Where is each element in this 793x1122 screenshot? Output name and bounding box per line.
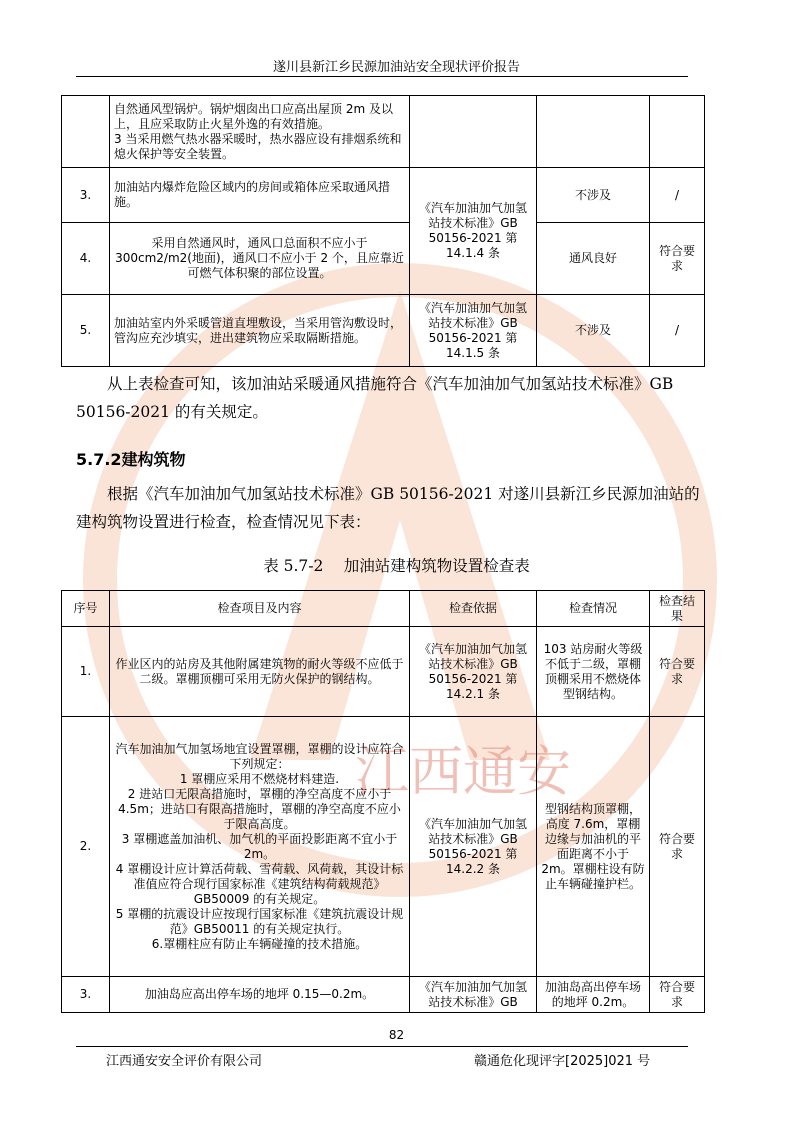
row-content: 加油岛应高出停车场的地坪 0.15—0.2m。 xyxy=(110,977,410,1013)
header-basis: 检查依据 xyxy=(410,591,537,627)
section-heading: 5.7.2建构筑物 xyxy=(76,450,186,469)
table-row xyxy=(62,96,705,168)
row-no: 3. xyxy=(62,977,110,1013)
row-content: 汽车加油加气加氢场地宜设置罩棚，罩棚的设计应符合下列规定： 1 罩棚应采用不燃烧材料建造. 2 进站口无限高措施时，罩棚的净空高度不应小于 4.5m；进站口有限高措施时，罩棚的净空高度不应小于限高高度。 3 罩棚遮盖加油机、加气机的平面投影距离不宜小于 2m。 4 罩棚设计应计算活荷载、雪荷载、风荷载，其设计标准值应符合现行国家标准《建筑结构荷载规范》GB50009 的有关规定。 5 罩棚的抗震设计应按现行国家标准《建筑抗震设计规范》GB50011 的有关规定执行。 6.罩棚柱应有防止车辆碰撞的技术措施。 xyxy=(110,717,410,977)
table-row xyxy=(62,295,705,367)
row-result: 符合要求 xyxy=(650,223,705,295)
footer-doc-no: 赣通危化现评字[2025]021 号 xyxy=(474,1054,651,1069)
row-no: 4. xyxy=(62,223,110,295)
row-result: 符合要求 xyxy=(650,977,705,1013)
row-no: 1. xyxy=(62,627,110,717)
header-status: 检查情况 xyxy=(537,591,650,627)
watermark-center-text: 江西通安 xyxy=(355,740,571,803)
row-no: 2. xyxy=(62,717,110,977)
row-content: 加油站室内外采暖管道直埋敷设，当采用管沟敷设时，管沟应充沙填实，进出建筑物应采取隔断措施。 xyxy=(110,295,410,367)
row-basis: 《汽车加油加气加氢站技术标准》GB 50156-2021 第 14.1.5 条 xyxy=(410,295,537,367)
header-title: 遂川县新江乡民源加油站安全现状评价报告 xyxy=(272,60,520,75)
table-row xyxy=(62,717,705,977)
row-content: 加油站内爆炸危险区域内的房间或箱体应采取通风措施。 xyxy=(110,168,410,223)
row-status xyxy=(537,96,650,168)
row-basis: 《汽车加油加气加氢站技术标准》GB 50156-2021 第 14.1.4 条 xyxy=(410,168,537,295)
row-no: 3. xyxy=(62,168,110,223)
ventilation-table xyxy=(61,95,705,367)
row-result: 符合要求 xyxy=(650,627,705,717)
table-caption: 表 5.7-2 加油站建构筑物设置检查表 xyxy=(263,557,530,575)
row-status: 加油岛高出停车场的地坪 0.2m。 xyxy=(537,977,650,1013)
row-basis xyxy=(410,96,537,168)
row-status: 不涉及 xyxy=(537,168,650,223)
table-row xyxy=(62,223,705,295)
conclusion-paragraph: 从上表检查可知，该加油站采暖通风措施符合《汽车加油加气加氢站技术标准》GB 50156-2021 的有关规定。 xyxy=(76,375,674,421)
building-table xyxy=(61,590,705,1013)
row-basis: 《汽车加油加气加氢站技术标准》GB xyxy=(410,977,537,1013)
header-no: 序号 xyxy=(62,591,110,627)
table-row xyxy=(62,168,705,223)
header-content: 检查项目及内容 xyxy=(110,591,410,627)
header-divider xyxy=(76,76,688,77)
row-status: 型钢结构顶罩棚，高度 7.6m，罩棚边缘与加油机的平面距离不小于 2m。罩棚柱设有防止车辆碰撞护栏。 xyxy=(537,717,650,977)
row-content: 作业区内的站房及其他附属建筑物的耐火等级不应低于二级。罩棚顶棚可采用无防火保护的钢结构。 xyxy=(110,627,410,717)
row-status: 通风良好 xyxy=(537,223,650,295)
row-result: 符合要求 xyxy=(650,717,705,977)
row-result xyxy=(650,96,705,168)
row-no: 5. xyxy=(62,295,110,367)
row-basis: 《汽车加油加气加氢站技术标准》GB 50156-2021 第 14.2.1 条 xyxy=(410,627,537,717)
table-row xyxy=(62,627,705,717)
row-result: / xyxy=(650,295,705,367)
table-header-row xyxy=(62,591,705,627)
row-no xyxy=(62,96,110,168)
table-row xyxy=(62,977,705,1013)
footer-divider xyxy=(76,1046,688,1047)
header-result: 检查结果 xyxy=(650,591,705,627)
intro-paragraph: 根据《汽车加油加气加氢站技术标准》GB 50156-2021 对遂川县新江乡民源加油站的建构筑物设置进行检查，检查情况见下表： xyxy=(76,485,700,531)
row-result: / xyxy=(650,168,705,223)
row-content: 自然通风型锅炉。锅炉烟囱出口应高出屋顶 2m 及以上，且应采取防止火星外逸的有效措施。 3 当采用燃气热水器采暖时，热水器应设有排烟系统和熄火保护等安全装置。 xyxy=(110,96,410,168)
row-status: 不涉及 xyxy=(537,295,650,367)
row-basis: 《汽车加油加气加氢站技术标准》GB 50156-2021 第 14.2.2 条 xyxy=(410,717,537,977)
page-number: 82 xyxy=(388,1028,405,1042)
row-status: 103 站房耐火等级不低于二级，罩棚顶棚采用不燃烧体型钢结构。 xyxy=(537,627,650,717)
row-content: 采用自然通风时，通风口总面积不应小于 300cm2/m2(地面)，通风口不应小于 2 个，且应靠近可燃气体积聚的部位设置。 xyxy=(110,223,410,295)
footer-company: 江西通安安全评价有限公司 xyxy=(106,1054,263,1069)
